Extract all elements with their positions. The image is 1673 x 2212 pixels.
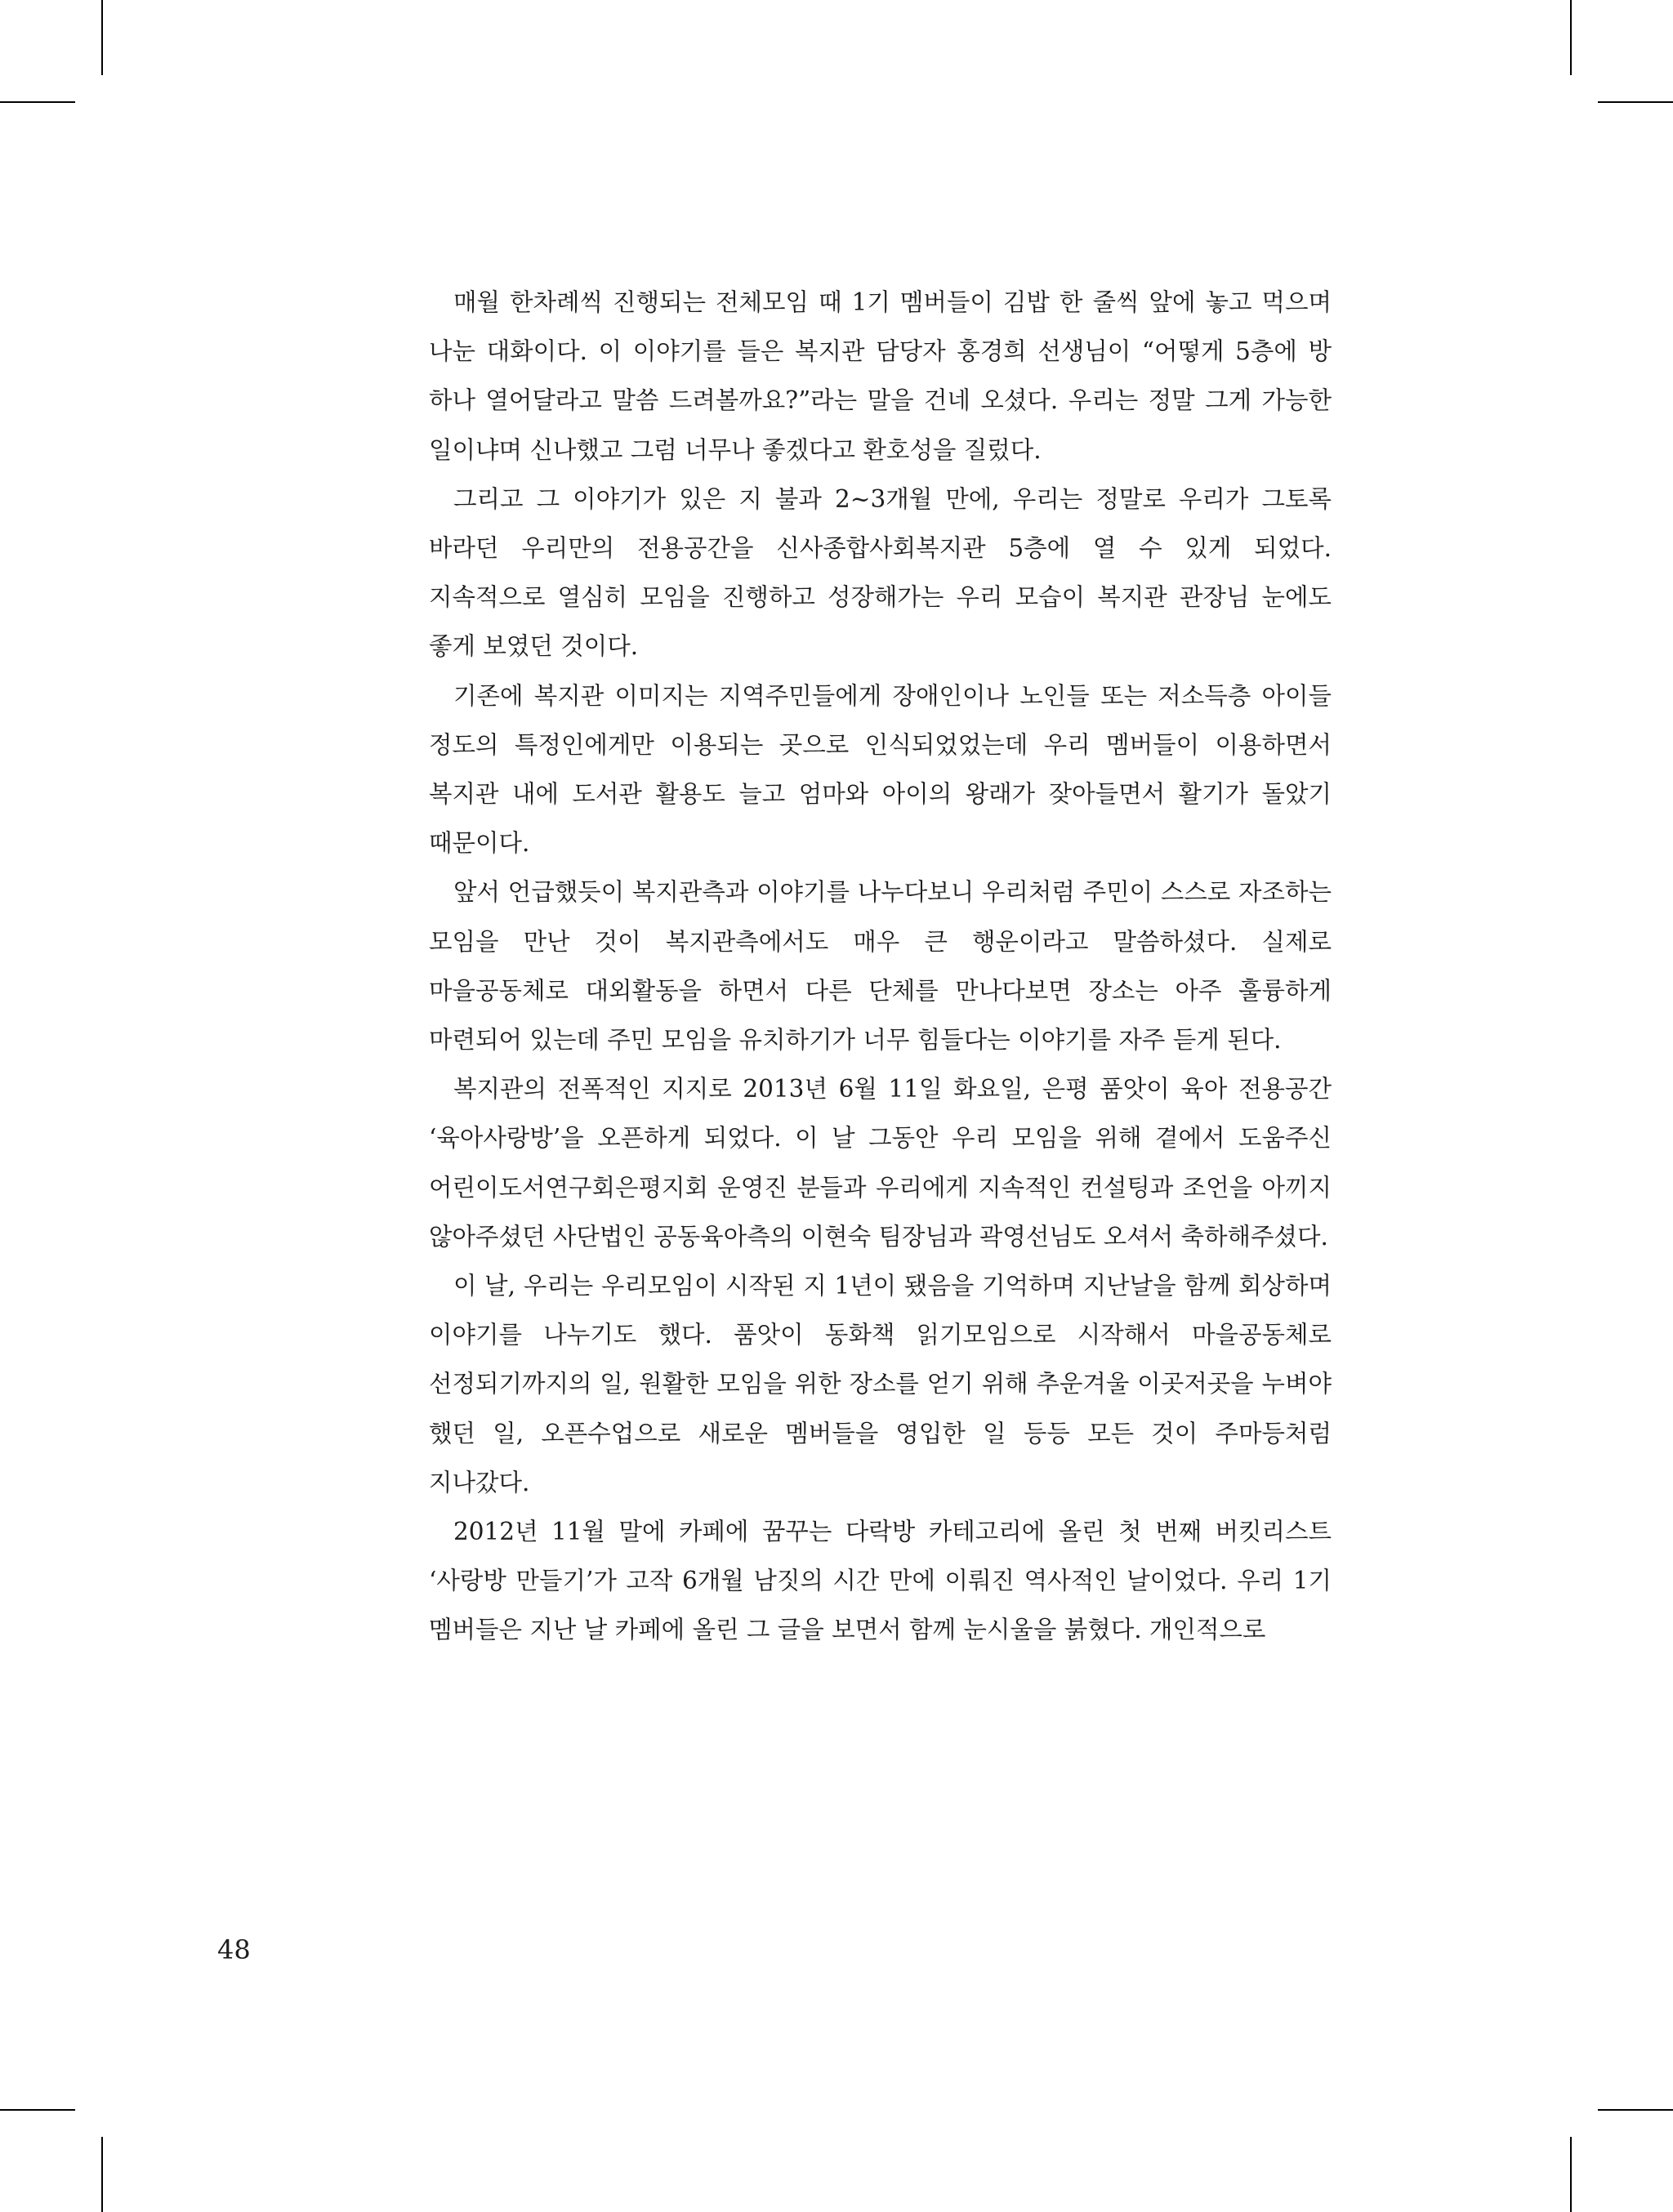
crop-mark-top-left-vertical	[101, 0, 103, 75]
crop-mark-bottom-left-horizontal	[0, 2109, 75, 2111]
paragraph: 이 날, 우리는 우리모임이 시작된 지 1년이 됐음을 기억하며 지난날을 함께 회상하며 이야기를 나누기도 했다. 품앗이 동화책 읽기모임으로 시작해서 마을공동체로 선정되기까지의 일, 원활한 모임을 위한 장소를 얻기 위해 추운겨울 이곳저곳을 누벼야 했던 일, 오픈수업으로 새로운 멤버들을 영입한 일 등등 모든 것이 주마등처럼 지나갔다.	[429, 1272, 1332, 1496]
paragraph: 기존에 복지관 이미지는 지역주민들에게 장애인이나 노인들 또는 저소득층 아이들 정도의 특정인에게만 이용되는 곳으로 인식되었었는데 우리 멤버들이 이용하면서 복지관 내에 도서관 활용도 늘고 엄마와 아이의 왕래가 잦아들면서 활기가 돌았기 때문이다.	[429, 681, 1332, 858]
crop-mark-bottom-left-vertical	[101, 2137, 103, 2212]
crop-mark-bottom-right-vertical	[1570, 2137, 1572, 2212]
crop-mark-bottom-right-horizontal	[1598, 2109, 1673, 2111]
crop-mark-top-right-horizontal	[1598, 101, 1673, 103]
page-number: 48	[217, 1934, 251, 1965]
paragraph: 앞서 언급했듯이 복지관측과 이야기를 나누다보니 우리처럼 주민이 스스로 자조하는 모임을 만난 것이 복지관측에서도 매우 큰 행운이라고 말씀하셨다. 실제로 마을공동체로 대외활동을 하면서 다른 단체를 만나다보면 장소는 아주 훌륭하게 마련되어 있는데 주민 모임을 유치하기가 너무 힘들다는 이야기를 자주 듣게 된다.	[429, 878, 1332, 1055]
paragraph: 복지관의 전폭적인 지지로 2013년 6월 11일 화요일, 은평 품앗이 육아 전용공간 ‘육아사랑방’을 오픈하게 되었다. 이 날 그동안 우리 모임을 위해 곁에서 도움주신 어린이도서연구회은평지회 운영진 분들과 우리에게 지속적인 컨설팅과 조언을 아끼지 않아주셨던 사단법인 공동육아측의 이현숙 팀장님과 곽영선님도 오셔서 축하해주셨다.	[429, 1075, 1332, 1251]
crop-mark-top-left-horizontal	[0, 101, 75, 103]
paragraph: 매월 한차례씩 진행되는 전체모임 때 1기 멤버들이 김밥 한 줄씩 앞에 놓고 먹으며 나눈 대화이다. 이 이야기를 들은 복지관 담당자 홍경희 선생님이 “어떻게 5층에 방 하나 열어달라고 말씀 드려볼까요?”라는 말을 건네 오셨다. 우리는 정말 그게 가능한 일이냐며 신나했고 그럼 너무나 좋겠다고 환호성을 질렀다.	[429, 288, 1332, 464]
paragraph: 그리고 그 이야기가 있은 지 불과 2~3개월 만에, 우리는 정말로 우리가 그토록 바라던 우리만의 전용공간을 신사종합사회복지관 5층에 열 수 있게 되었다. 지속적으로 열심히 모임을 진행하고 성장해가는 우리 모습이 복지관 관장님 눈에도 좋게 보였던 것이다.	[429, 484, 1332, 661]
body-text	[429, 278, 1332, 1655]
crop-mark-top-right-vertical	[1570, 0, 1572, 75]
paragraph: 2012년 11월 말에 카페에 꿈꾸는 다락방 카테고리에 올린 첫 번째 버킷리스트 ‘사랑방 만들기’가 고작 6개월 남짓의 시간 만에 이뤄진 역사적인 날이었다. 우리 1기 멤버들은 지난 날 카페에 올린 그 글을 보면서 함께 눈시울을 붉혔다. 개인적으로	[429, 1518, 1332, 1644]
